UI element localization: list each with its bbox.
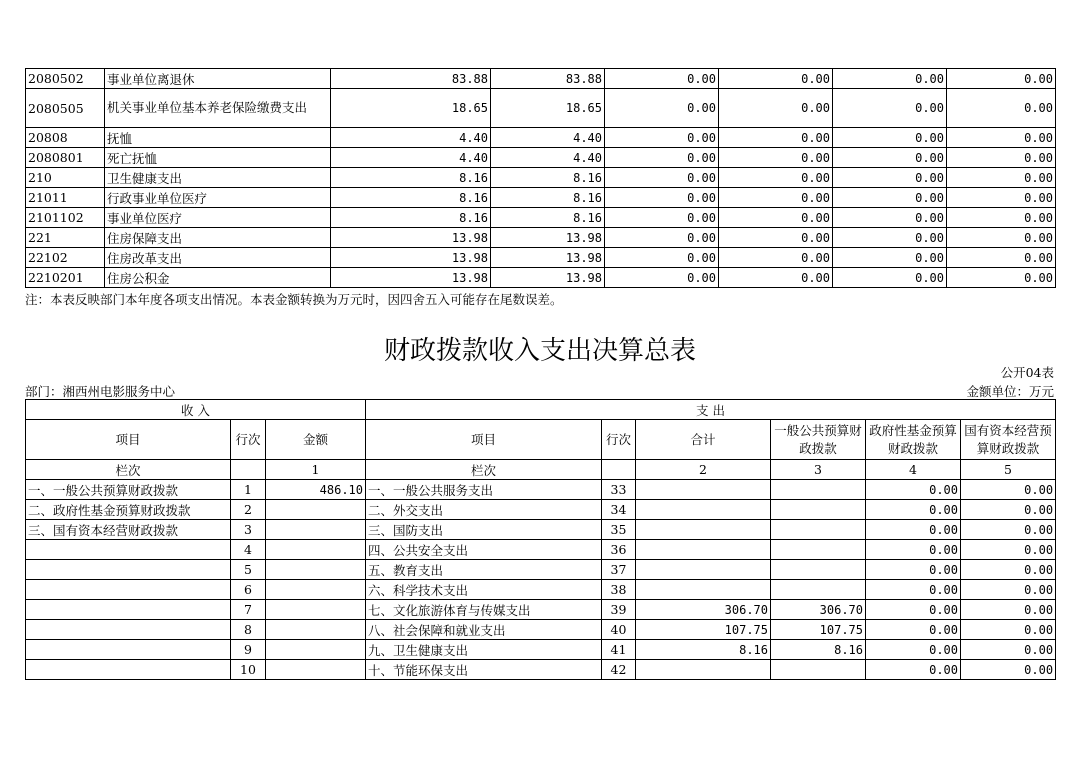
- income-item-cell: [26, 560, 231, 580]
- state-capital-cell: 0.00: [961, 520, 1056, 540]
- amount-cell: 8.16: [491, 168, 605, 188]
- subject-code-cell: 2080505: [26, 89, 105, 128]
- department-label: 部门：湘西州电影服务中心: [25, 384, 176, 399]
- income-amount-cell: [266, 600, 366, 620]
- amount-cell: 13.98: [331, 248, 491, 268]
- table-row: [26, 480, 1056, 500]
- amount-cell: 0.00: [719, 148, 833, 168]
- expense-item-cell: 九、卫生健康支出: [366, 640, 602, 660]
- amount-cell: 0.00: [719, 248, 833, 268]
- budget-summary-table: [25, 399, 1056, 680]
- table-row: [26, 128, 1056, 148]
- amount-cell: 0.00: [947, 148, 1056, 168]
- expense-line-cell: 39: [602, 600, 636, 620]
- state-capital-cell: 0.00: [961, 600, 1056, 620]
- general-budget-cell: [771, 580, 866, 600]
- total-cell: [636, 660, 771, 680]
- general-budget-header: 一般公共预算财政拨款: [771, 420, 866, 460]
- table-row: [26, 228, 1056, 248]
- gov-fund-cell: 0.00: [866, 620, 961, 640]
- amount-cell: 0.00: [605, 208, 719, 228]
- amount-cell: 4.40: [331, 128, 491, 148]
- table-row: [26, 500, 1056, 520]
- general-budget-cell: 306.70: [771, 600, 866, 620]
- expense-item-cell: 四、公共安全支出: [366, 540, 602, 560]
- total-cell: [636, 580, 771, 600]
- amount-cell: 8.16: [491, 208, 605, 228]
- total-cell: [636, 500, 771, 520]
- col-index-4: 4: [866, 460, 961, 480]
- amount-cell: 0.00: [947, 89, 1056, 128]
- general-budget-cell: [771, 520, 866, 540]
- table-row: [26, 208, 1056, 228]
- amount-cell: 0.00: [719, 228, 833, 248]
- subject-code-cell: 2080502: [26, 69, 105, 89]
- amount-cell: 8.16: [331, 208, 491, 228]
- col-index-2: 2: [636, 460, 771, 480]
- income-line-cell: 9: [231, 640, 266, 660]
- col-index-1: 1: [266, 460, 366, 480]
- expense-line-index: [602, 460, 636, 480]
- expense-line-cell: 37: [602, 560, 636, 580]
- amount-cell: 83.88: [331, 69, 491, 89]
- amount-cell: 0.00: [947, 208, 1056, 228]
- amount-cell: 0.00: [833, 128, 947, 148]
- amount-cell: 0.00: [719, 128, 833, 148]
- total-header: 合计: [636, 420, 771, 460]
- expense-item-cell: 六、科学技术支出: [366, 580, 602, 600]
- col-index-3: 3: [771, 460, 866, 480]
- amount-cell: 0.00: [719, 208, 833, 228]
- amount-cell: 13.98: [491, 268, 605, 288]
- table-row: [26, 560, 1056, 580]
- income-line-cell: 6: [231, 580, 266, 600]
- amount-cell: 13.98: [331, 268, 491, 288]
- expense-item-cell: 二、外交支出: [366, 500, 602, 520]
- expense-line-cell: 40: [602, 620, 636, 640]
- expense-line-header: 行次: [602, 420, 636, 460]
- gov-fund-cell: 0.00: [866, 600, 961, 620]
- amount-cell: 0.00: [833, 248, 947, 268]
- amount-cell: 0.00: [605, 128, 719, 148]
- income-line-cell: 7: [231, 600, 266, 620]
- expense-item-cell: 十、节能环保支出: [366, 660, 602, 680]
- income-line-cell: 3: [231, 520, 266, 540]
- subject-code-cell: 20808: [26, 128, 105, 148]
- amount-cell: 0.00: [833, 89, 947, 128]
- expenditure-detail-table: [25, 68, 1056, 288]
- amount-cell: 4.40: [491, 148, 605, 168]
- gov-fund-cell: 0.00: [866, 540, 961, 560]
- table-row: [26, 168, 1056, 188]
- subject-name-cell: 卫生健康支出: [105, 168, 331, 188]
- gov-fund-cell: 0.00: [866, 560, 961, 580]
- subject-code-cell: 2101102: [26, 208, 105, 228]
- table-row: [26, 89, 1056, 128]
- total-cell: 107.75: [636, 620, 771, 640]
- table-row: [26, 620, 1056, 640]
- subject-name-cell: 住房保障支出: [105, 228, 331, 248]
- subject-code-cell: 210: [26, 168, 105, 188]
- amount-cell: 0.00: [605, 168, 719, 188]
- subject-code-cell: 221: [26, 228, 105, 248]
- total-cell: [636, 560, 771, 580]
- column-header-row: [26, 420, 1056, 460]
- state-capital-cell: 0.00: [961, 580, 1056, 600]
- expense-line-cell: 38: [602, 580, 636, 600]
- amount-cell: 0.00: [719, 168, 833, 188]
- income-item-cell: [26, 540, 231, 560]
- income-amount-header: 金额: [266, 420, 366, 460]
- gov-fund-cell: 0.00: [866, 640, 961, 660]
- expenditure-detail-body: [26, 69, 1056, 288]
- gov-fund-header: 政府性基金预算财政拨款: [866, 420, 961, 460]
- subject-name-cell: 死亡抚恤: [105, 148, 331, 168]
- amount-cell: 83.88: [491, 69, 605, 89]
- amount-cell: 0.00: [833, 168, 947, 188]
- income-line-cell: 2: [231, 500, 266, 520]
- state-capital-cell: 0.00: [961, 540, 1056, 560]
- income-line-cell: 1: [231, 480, 266, 500]
- income-item-cell: 二、政府性基金预算财政拨款: [26, 500, 231, 520]
- amount-cell: 8.16: [491, 188, 605, 208]
- amount-cell: 13.98: [331, 228, 491, 248]
- amount-cell: 18.65: [331, 89, 491, 128]
- general-budget-cell: [771, 660, 866, 680]
- amount-cell: 0.00: [833, 188, 947, 208]
- amount-cell: 8.16: [331, 188, 491, 208]
- budget-summary-body: [26, 480, 1056, 680]
- table-row: [26, 580, 1056, 600]
- form-number: 公开04表: [1000, 365, 1054, 380]
- amount-cell: 0.00: [947, 69, 1056, 89]
- page-title: 财政拨款收入支出决算总表: [383, 336, 696, 366]
- table-row: [26, 600, 1056, 620]
- subject-name-cell: 住房改革支出: [105, 248, 331, 268]
- expense-item-cell: 五、教育支出: [366, 560, 602, 580]
- state-capital-cell: 0.00: [961, 660, 1056, 680]
- gov-fund-cell: 0.00: [866, 520, 961, 540]
- income-amount-cell: [266, 620, 366, 640]
- amount-cell: 8.16: [331, 168, 491, 188]
- amount-cell: 13.98: [491, 248, 605, 268]
- amount-cell: 0.00: [833, 148, 947, 168]
- general-budget-cell: 8.16: [771, 640, 866, 660]
- amount-cell: 0.00: [719, 268, 833, 288]
- expense-item-cell: 七、文化旅游体育与传媒支出: [366, 600, 602, 620]
- expense-column-label: 栏次: [366, 460, 602, 480]
- income-amount-cell: [266, 560, 366, 580]
- income-item-cell: [26, 580, 231, 600]
- table-row: [26, 540, 1056, 560]
- income-section-header: 收 入: [26, 400, 366, 420]
- income-item-header: 项目: [26, 420, 231, 460]
- income-amount-cell: [266, 500, 366, 520]
- total-cell: [636, 520, 771, 540]
- state-capital-cell: 0.00: [961, 640, 1056, 660]
- income-amount-cell: [266, 540, 366, 560]
- income-amount-cell: [266, 640, 366, 660]
- total-cell: [636, 480, 771, 500]
- amount-cell: 0.00: [947, 248, 1056, 268]
- expense-section-header: 支 出: [366, 400, 1056, 420]
- subject-name-cell: 事业单位医疗: [105, 208, 331, 228]
- income-line-cell: 8: [231, 620, 266, 640]
- amount-cell: 4.40: [491, 128, 605, 148]
- gov-fund-cell: 0.00: [866, 480, 961, 500]
- general-budget-cell: [771, 500, 866, 520]
- table-row: [26, 188, 1056, 208]
- subject-name-cell: 住房公积金: [105, 268, 331, 288]
- income-line-cell: 4: [231, 540, 266, 560]
- subject-name-cell: 抚恤: [105, 128, 331, 148]
- amount-cell: 13.98: [491, 228, 605, 248]
- amount-cell: 0.00: [719, 188, 833, 208]
- expense-item-header: 项目: [366, 420, 602, 460]
- table-row: [26, 148, 1056, 168]
- amount-cell: 0.00: [605, 228, 719, 248]
- income-line-cell: 10: [231, 660, 266, 680]
- amount-cell: 0.00: [833, 228, 947, 248]
- expense-line-cell: 42: [602, 660, 636, 680]
- expense-line-cell: 36: [602, 540, 636, 560]
- col-index-5: 5: [961, 460, 1056, 480]
- section-header-row: [26, 400, 1056, 420]
- expense-line-cell: 41: [602, 640, 636, 660]
- amount-cell: 0.00: [605, 268, 719, 288]
- general-budget-cell: [771, 540, 866, 560]
- amount-cell: 0.00: [605, 148, 719, 168]
- amount-cell: 0.00: [719, 89, 833, 128]
- amount-cell: 0.00: [605, 248, 719, 268]
- amount-cell: 0.00: [605, 188, 719, 208]
- table-row: [26, 640, 1056, 660]
- gov-fund-cell: 0.00: [866, 580, 961, 600]
- subject-code-cell: 2080801: [26, 148, 105, 168]
- expense-item-cell: 三、国防支出: [366, 520, 602, 540]
- amount-cell: 0.00: [719, 69, 833, 89]
- subject-name-cell: 事业单位离退休: [105, 69, 331, 89]
- subject-name-cell: 行政事业单位医疗: [105, 188, 331, 208]
- amount-cell: 0.00: [605, 89, 719, 128]
- expense-item-cell: 一、一般公共服务支出: [366, 480, 602, 500]
- total-cell: 8.16: [636, 640, 771, 660]
- general-budget-cell: [771, 480, 866, 500]
- general-budget-cell: [771, 560, 866, 580]
- table-row: [26, 69, 1056, 89]
- subject-code-cell: 22102: [26, 248, 105, 268]
- income-item-cell: [26, 600, 231, 620]
- expense-line-cell: 35: [602, 520, 636, 540]
- amount-cell: 0.00: [947, 128, 1056, 148]
- state-capital-cell: 0.00: [961, 560, 1056, 580]
- income-item-cell: [26, 620, 231, 640]
- expense-item-cell: 八、社会保障和就业支出: [366, 620, 602, 640]
- unit-label: 金额单位：万元: [966, 384, 1054, 399]
- total-cell: [636, 540, 771, 560]
- amount-cell: 0.00: [947, 188, 1056, 208]
- amount-cell: 0.00: [833, 268, 947, 288]
- expense-line-cell: 34: [602, 500, 636, 520]
- expense-line-cell: 33: [602, 480, 636, 500]
- state-capital-cell: 0.00: [961, 500, 1056, 520]
- column-index-row: [26, 460, 1056, 480]
- table-note: 注：本表反映部门本年度各项支出情况。本表金额转换为万元时，因四舍五入可能存在尾数误差。: [25, 292, 563, 307]
- amount-cell: 0.00: [833, 69, 947, 89]
- table-row: [26, 660, 1056, 680]
- gov-fund-cell: 0.00: [866, 660, 961, 680]
- state-capital-header: 国有资本经营预算财政拨款: [961, 420, 1056, 460]
- income-item-cell: 三、国有资本经营财政拨款: [26, 520, 231, 540]
- amount-cell: 18.65: [491, 89, 605, 128]
- state-capital-cell: 0.00: [961, 620, 1056, 640]
- table-row: [26, 268, 1056, 288]
- income-amount-cell: [266, 660, 366, 680]
- income-item-cell: [26, 660, 231, 680]
- general-budget-cell: 107.75: [771, 620, 866, 640]
- income-line-header: 行次: [231, 420, 266, 460]
- amount-cell: 0.00: [833, 208, 947, 228]
- amount-cell: 0.00: [947, 168, 1056, 188]
- state-capital-cell: 0.00: [961, 480, 1056, 500]
- amount-cell: 0.00: [947, 228, 1056, 248]
- table-row: [26, 520, 1056, 540]
- total-cell: 306.70: [636, 600, 771, 620]
- amount-cell: 4.40: [331, 148, 491, 168]
- income-line-index: [231, 460, 266, 480]
- income-amount-cell: 486.10: [266, 480, 366, 500]
- gov-fund-cell: 0.00: [866, 500, 961, 520]
- subject-name-cell: 机关事业单位基本养老保险缴费支出: [105, 89, 331, 128]
- income-column-label: 栏次: [26, 460, 231, 480]
- income-line-cell: 5: [231, 560, 266, 580]
- amount-cell: 0.00: [947, 268, 1056, 288]
- income-item-cell: [26, 640, 231, 660]
- income-amount-cell: [266, 520, 366, 540]
- subject-code-cell: 2210201: [26, 268, 105, 288]
- subject-code-cell: 21011: [26, 188, 105, 208]
- table-row: [26, 248, 1056, 268]
- income-amount-cell: [266, 580, 366, 600]
- amount-cell: 0.00: [605, 69, 719, 89]
- income-item-cell: 一、一般公共预算财政拨款: [26, 480, 231, 500]
